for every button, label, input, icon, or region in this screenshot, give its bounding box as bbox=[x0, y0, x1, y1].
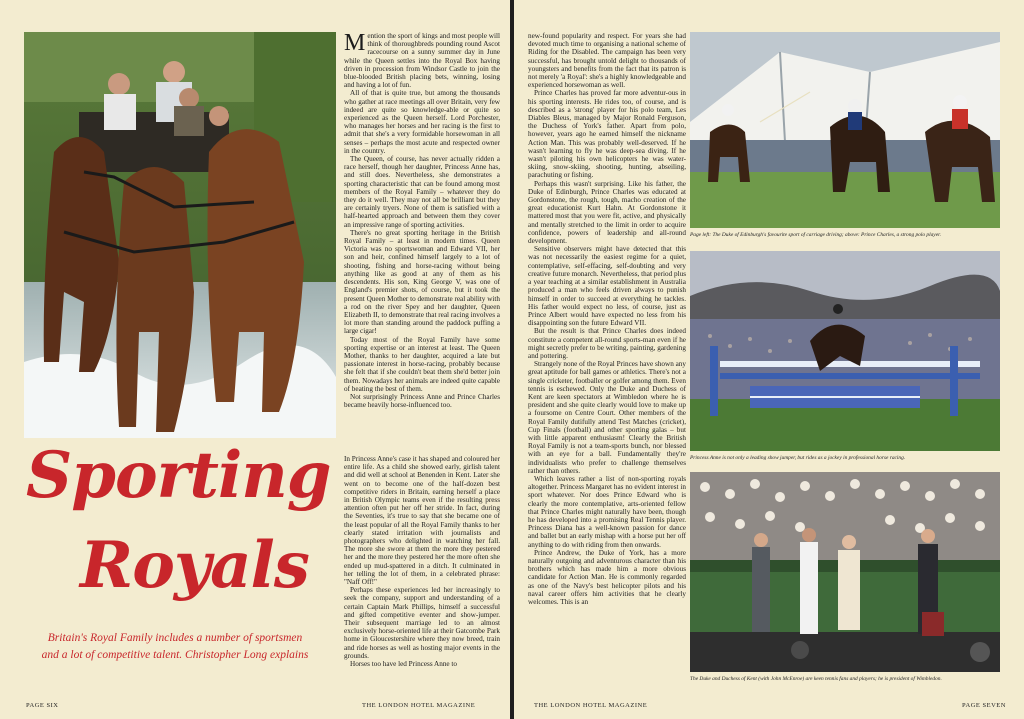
article-column-3 bbox=[528, 32, 686, 606]
right-page bbox=[514, 0, 1024, 719]
tennis-presentation-photo bbox=[690, 472, 1000, 672]
paragraph: Which leaves rather a list of non-sporting royals altogether. Princess Margaret has no evident interest in sport whatever. Nor does Prince Edward who is clearly the more contemplative, arts-oriented fellow that Prince Charles might naturally have been, though he has developed into a promising Real Tennis player. Princess Diana has a well-known passion for dance and ballet but an early mishap with a horse put her off anything to do with riding from then onwards. bbox=[528, 474, 686, 549]
carriage-driving-photo bbox=[24, 32, 336, 438]
standfirst: Britain's Royal Family includes a number of sportsmen and a lot of competitive talent. Christopher Long explains bbox=[41, 632, 309, 661]
paragraph: The Queen, of course, has never actually ridden a race herself, though her daughter, Princess Anne has, and still does. Nevertheless, she demonstrates a sporting characteristic that can be found among most members of the Royal Family – whatever they do they do it well. They may not all be brilliant but they are certainly tryers. None of them is satisfied with a half-hearted approach and between them they cover an impressive range of sporting activities. bbox=[344, 155, 500, 229]
left-page bbox=[0, 0, 510, 719]
drop-cap: M bbox=[344, 30, 366, 56]
page-number-left: PAGE SIX bbox=[26, 702, 59, 709]
paragraph: Horses too have led Princess Anne to bbox=[350, 660, 457, 669]
paragraph: In Princess Anne's case it has shaped and coloured her entire life. As a child she showed early, girlish talent and did well at school at Benenden in Kent. Later she went on to become one of the half-dozen best competitive riders in Britain, earning herself a place in British Olympic teams even if the resulting press attention often put her off her stride. In fact, during the Seventies, it's true to say that she became one of the least popular of all the Royal Family thanks to her clearly stated irritation with journalists and photographers who delighted in watching her fall. The more she swore at them the more they pestered her and the more they pestered her the more often she ended up mud-spattered in a ditch. It culminated in her telling the lot of them, in a celebrated phrase: "Naff Off!" bbox=[344, 455, 500, 587]
paragraph: But the result is that Prince Charles does indeed constitute a competent all-round sports-man even if he might secretly prefer to be writing, painting, gardening and pottering. bbox=[528, 327, 686, 360]
paragraph: Prince Andrew, the Duke of York, has a more naturally outgoing and adventurous character than his brothers which has made him a more obvious candidate for Action Man. He is commonly regarded as one of the Navy's best helicopter pilots and his naval career offers him activities that he clearly welcomes. This is an bbox=[528, 548, 686, 607]
paragraph: Today most of the Royal Family have some sporting expertise or an interest at least. The Queen Mother, thanks to her daughter, acquired a late but passionate interest in horse-racing, probably because she felt that if she couldn't beat them she'd better join them. Nowadays her animals are indeed quite capable of beating the best of them. bbox=[344, 335, 500, 393]
polo-caption: Page left: The Duke of Edinburgh's favourite sport of carriage driving; above: Prince Charles, a strong polo player. bbox=[690, 232, 941, 238]
paragraph: Prince Charles has proved far more adventur-ous in his sporting interests. He rides too, of course, and is described as a 'strong' player for his polo team, Les Diables Bleus, managed by Major Ronald Ferguson, the Duchess of York's father. Apart from polo, however, years ago he earned himself the nickname Action Man. This was probably well-deserved. If he wasn't learning to fly he was deep-sea diving. If he wasn't piloting his own helicopters he was water-skiing, snow-skiing, shooting, hunting, abseiling, parachuting or fishing. bbox=[528, 89, 686, 180]
paragraph: Strangely none of the Royal Princes have shown any great aptitude for ball games or athletics. There's not a single cricketer, footballer or golfer among them. Even tennis is eschewed. Only the Duke and Duchess of Kent are keen spectators at Wimbledon where he is president and she quite clearly would love to make up a foursome on Centre Court. Other members of the Royal Family dutifully attend Test Matches (cricket), Cup Finals (football) and other sporting galas – but with little apparent enthusiasm! Clearly the British Royal Family is not a team-sports bunch, nor blessed with an eye for a ball. Fundamentally they're individualists who prefer to challenge themselves rather than others. bbox=[528, 360, 686, 475]
tennis-caption: The Duke and Duchess of Kent (with John McEnroe) are keen tennis fans and players; he is president of Wimbledon. bbox=[690, 676, 942, 682]
show-jumping-photo bbox=[690, 251, 1000, 451]
article-column-1 bbox=[344, 32, 500, 409]
paragraph: There's no great sporting heritage in the British Royal Family – at least in modern times. Queen Victoria was no sportswoman and Edward VII, her son and heir, confined himself largely to a lot of shooting, fishing and horse-racing without being anything like as good at any of them as his descendents. His son, King George V, was one of England's premier shots, of course, but it took the present Queen Mother to demonstrate real ability with a rod on the river Spey and her daughter, Queen Elizabeth II, to demonstrate that real racing involves a lot more than standing around the paddock puffing a large cigar! bbox=[344, 228, 500, 336]
headline-line-2: Royals bbox=[80, 528, 309, 603]
headline-line-1: Sporting bbox=[26, 438, 331, 513]
polo-photo bbox=[690, 32, 1000, 228]
paragraph: Not surprisingly Princess Anne and Prince Charles became heavily horse-influenced too. bbox=[344, 392, 500, 410]
paragraph: Perhaps this wasn't surprising. Like his father, the Duke of Edinburgh, Prince Charles was educated at Gordonstone, the rough, tough, macho creation of the great educationist Kurt Hahn. At Gordonstone it mattered most that you were fit, active, and physically and mentally stretched to the limit in order to acquire confidence, powers of leadership and all-round development. bbox=[528, 179, 686, 246]
paragraph: Sensitive observers might have detected that this was not necessarily the easiest regime for a quiet, contemplative, self-effacing, self-doubting and very creative future monarch. Nevertheless, that period plus a year teaching at a similar establishment in Australia produced a man who feels driven always to punish himself in order to succeed at everything he tackles. His father would expect no less, of course, just as Prince Albert would have expected no less from his disappointing son the future Edward VII. bbox=[528, 245, 686, 328]
paragraph: All of that is quite true, but among the thousands who gather at race meetings all over Britain, very few indeed are quite so knowledge-able or quite so experienced as the Queen herself. Lord Porchester, who manages her horses and her racing is the first to admit that she's a very formidable horsewoman in all senses – perhaps the most acute and respected owner in the country. bbox=[344, 89, 500, 155]
show-jumping-caption: Princess Anne is not only a leading show jumper, but rides as a jockey in professional horse racing. bbox=[690, 455, 906, 461]
paragraph: new-found popularity and respect. For years she had devoted much time to organising a national scheme of Riding for the Disabled. The campaign has been very successful, has brought untold delight to thousands of youngsters and benefits from the fact that its patron is not merely 'a Royal': she's a highly knowledgeable and experienced horsewoman as well. bbox=[528, 32, 686, 90]
article-column-2 bbox=[344, 455, 500, 668]
running-footer-left: THE LONDON HOTEL MAGAZINE bbox=[362, 702, 476, 709]
paragraph: Perhaps these experiences led her increasingly to seek the company, support and understanding of a certain Captain Mark Phillips, himself a successful and gifted competitive eventer and show-jumper. Their subsequent marriage led to an almost exclusively horse-oriented life at their Gatcombe Park home in Gloucestershire where they now breed, train and ride horses as well as hosting major events in the grounds. bbox=[344, 586, 500, 660]
paragraph: ention the sport of kings and most people will think of thoroughbreds pounding round Ascot racecourse on a sunny summer day in June while the Queen settles into the Royal Box having driven in procession from Windsor Castle to join the blue-blooded British placing bets, winning, losing and having a lot of fun. bbox=[344, 32, 500, 90]
running-footer-right: THE LONDON HOTEL MAGAZINE bbox=[534, 702, 648, 709]
page-number-right: PAGE SEVEN bbox=[962, 702, 1006, 709]
